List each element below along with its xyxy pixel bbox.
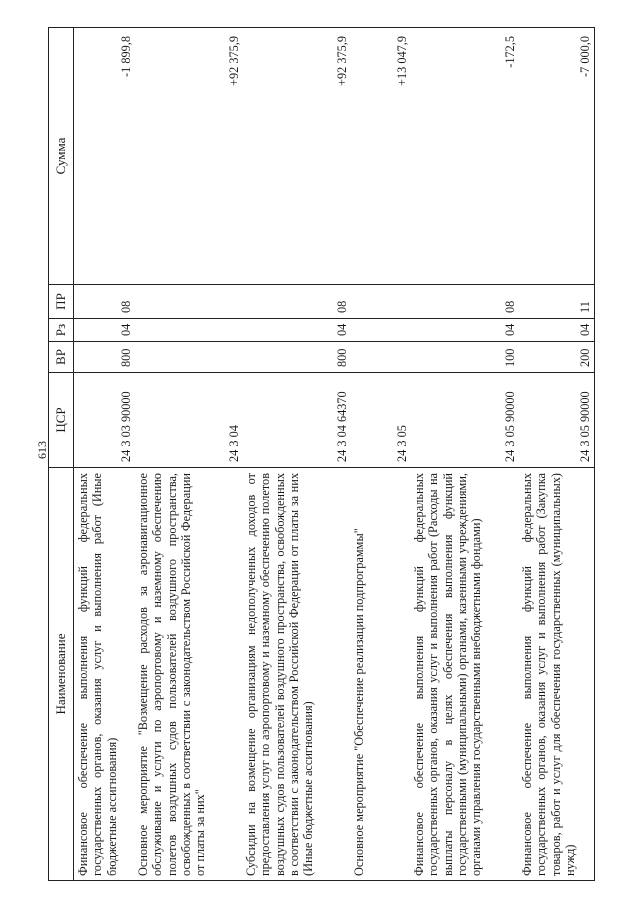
row-rz: 04	[518, 319, 594, 342]
row-vr: 800	[74, 342, 135, 373]
header-sum: Сумма	[49, 28, 74, 285]
table-row	[410, 28, 518, 881]
row-name: Субсидии на возмещение организациям недополученных доходов от предоставления услуг по аэропортовому и наземному обеспечению полетов воздушных судов пользователей воздушного пространства, освобожденных в соответствии с законодательством Российской Федерации от платы за них (Иные бюджетные ассигнования)	[242, 468, 350, 881]
row-name: Основное мероприятие "Возмещение расходов за аэронавигационное обслуживание и услуги по аэропортовому и наземному обеспечению полетов воздушных судов пользователей воздушного пространства, освобожденных в соответствии с законодательством Российской Федерации от платы за них"	[134, 468, 242, 881]
row-sum: +92 375,9	[134, 28, 242, 285]
row-pr	[134, 285, 242, 319]
row-vr	[350, 342, 410, 373]
header-vr: ВР	[49, 342, 74, 373]
row-sum: +92 375,9	[242, 28, 350, 285]
row-sum: -7 000,0	[518, 28, 594, 285]
row-pr	[350, 285, 410, 319]
row-sum: -172,5	[410, 28, 518, 285]
row-pr: 08	[74, 285, 135, 319]
table-row	[518, 28, 594, 881]
row-pr: 11	[518, 285, 594, 319]
table-row	[74, 28, 135, 881]
row-sum: +13 047,9	[350, 28, 410, 285]
table-row	[134, 28, 242, 881]
row-vr	[134, 342, 242, 373]
row-name: Финансовое обеспечение выполнения функций федеральных государственных органов, оказания услуг и выполнения работ (Расходы на выплаты персоналу в целях обеспечения выполнения функций государственными (муниципальными) органами, казенными учреждениями, органами управления государственными внебюджетными фондами)	[410, 468, 518, 881]
row-csr: 24 3 05	[350, 373, 410, 468]
header-name: Наименование	[49, 468, 74, 881]
row-csr: 24 3 03 90000	[74, 373, 135, 468]
row-pr: 08	[410, 285, 518, 319]
header-csr: ЦСР	[49, 373, 74, 468]
row-pr: 08	[242, 285, 350, 319]
row-name: Финансовое обеспечение выполнения функций федеральных государственных органов, оказания услуг и выполнения работ (Иные бюджетные ассигнования)	[74, 468, 135, 881]
row-vr: 200	[518, 342, 594, 373]
row-rz	[350, 319, 410, 342]
table-header	[49, 28, 74, 881]
row-vr: 800	[242, 342, 350, 373]
row-csr: 24 3 04 64370	[242, 373, 350, 468]
table-row	[350, 28, 410, 881]
row-csr: 24 3 05 90000	[518, 373, 594, 468]
row-csr: 24 3 05 90000	[410, 373, 518, 468]
row-rz	[134, 319, 242, 342]
header-rz: Рз	[49, 319, 74, 342]
row-rz: 04	[74, 319, 135, 342]
row-csr: 24 3 04	[134, 373, 242, 468]
row-rz: 04	[242, 319, 350, 342]
table-body	[74, 28, 595, 881]
budget-table	[48, 27, 595, 881]
row-sum: -1 899,8	[74, 28, 135, 285]
row-name: Основное мероприятие "Обеспечение реализации подпрограммы"	[350, 468, 410, 881]
rotated-table-wrapper	[48, 28, 608, 881]
table-row	[242, 28, 350, 881]
header-pr: ПР	[49, 285, 74, 319]
row-vr: 100	[410, 342, 518, 373]
page-number: 613	[35, 441, 49, 459]
row-name: Финансовое обеспечение выполнения функций федеральных государственных органов, оказания услуг и выполнения работ (Закупка товаров, работ и услуг для обеспечения государственных (муниципальных) нужд)	[518, 468, 594, 881]
row-rz: 04	[410, 319, 518, 342]
